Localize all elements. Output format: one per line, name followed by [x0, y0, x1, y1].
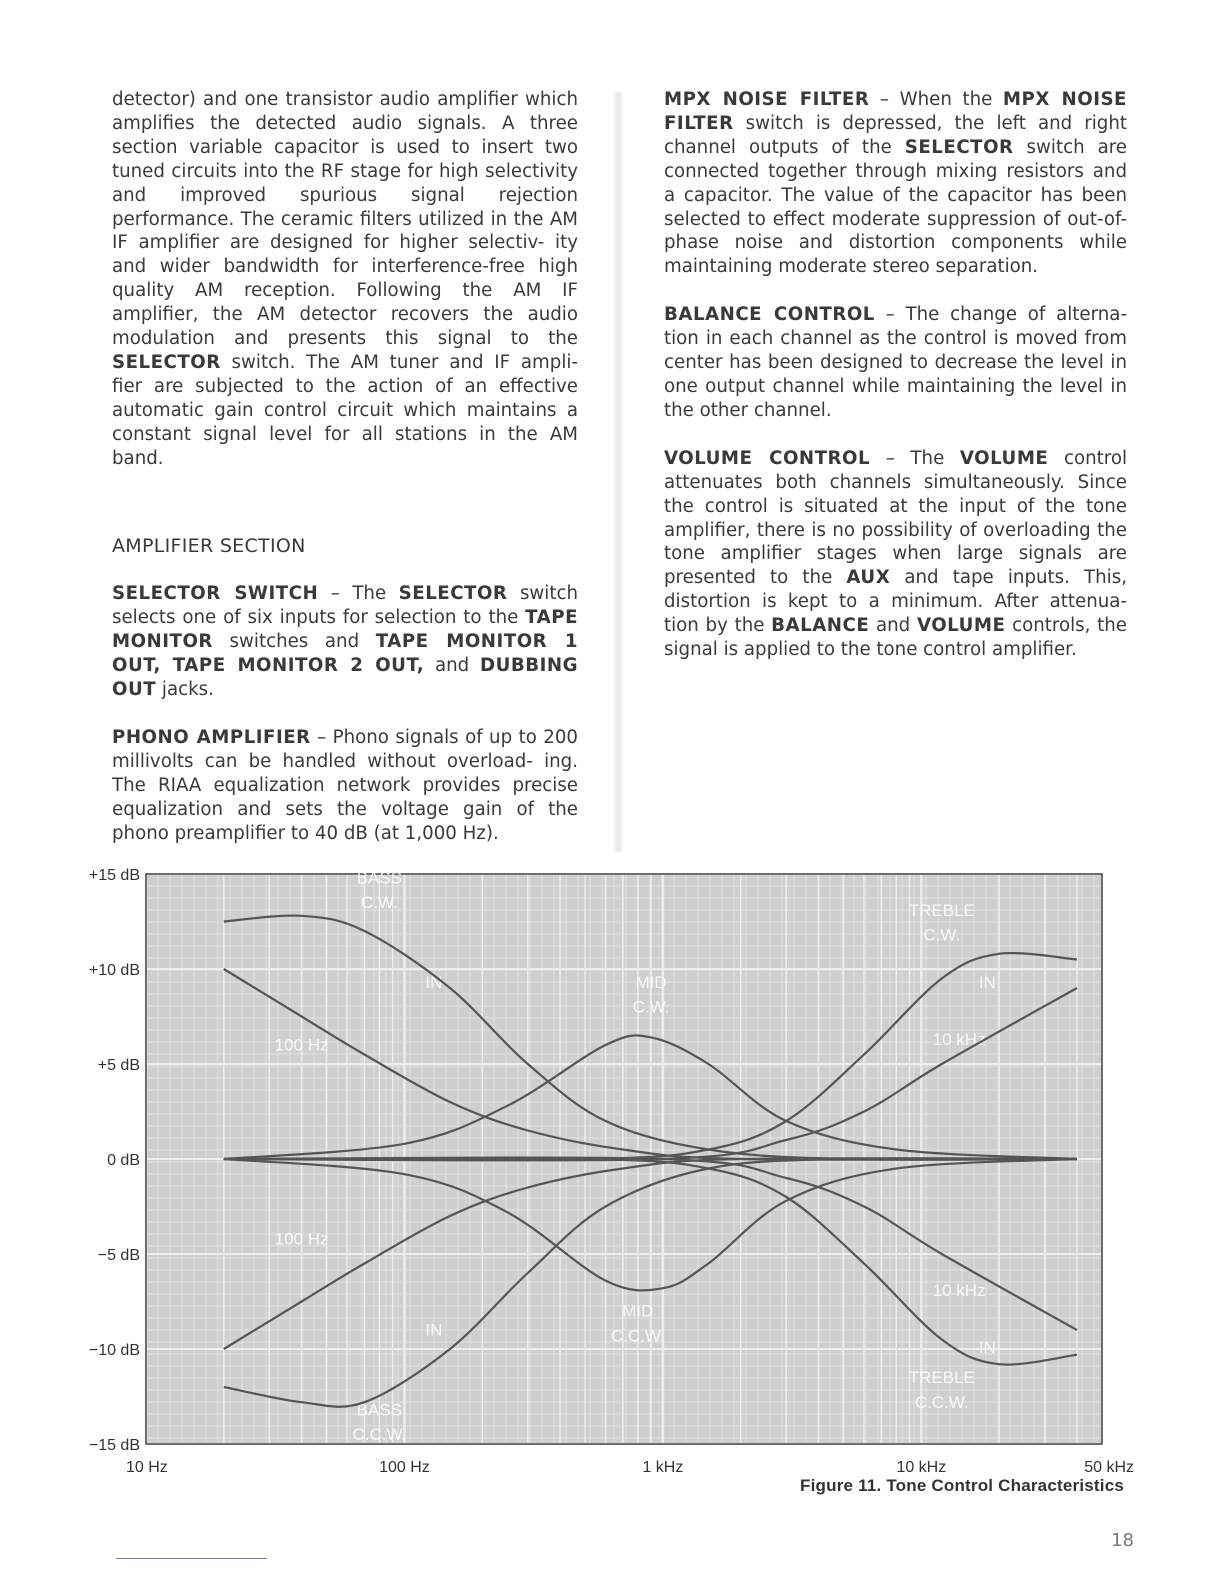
right-text-column: [664, 88, 1127, 686]
curve-label: MID: [622, 1301, 654, 1321]
curve-label: MID: [635, 973, 667, 992]
curve-label: BASS: [356, 868, 403, 888]
y-tick-label: −15 dB: [88, 1437, 140, 1454]
curve-label: C.C.W.: [914, 1392, 969, 1412]
footer-rule: [116, 1558, 267, 1559]
tone-control-chart: [0, 862, 1224, 1502]
curve-label: TREBLE: [908, 1368, 975, 1388]
tone-chart-svg: [0, 862, 1224, 1502]
y-tick-label: +5 dB: [97, 1057, 140, 1074]
curve-label: 10 kHz: [932, 1030, 986, 1049]
selector-term: SELECTOR: [112, 351, 221, 373]
page-number: 18: [1111, 1530, 1134, 1551]
y-tick-label: −5 dB: [97, 1247, 140, 1264]
section-heading: AMPLIFIER SECTION: [112, 534, 306, 557]
curve-label: BASS: [356, 1400, 403, 1420]
curve-label: 100 Hz: [274, 1229, 329, 1249]
x-tick-label: 10 Hz: [126, 1459, 168, 1476]
y-tick-label: +10 dB: [88, 962, 140, 979]
curve-label: IN: [425, 1320, 443, 1340]
curve-label: TREBLE: [908, 900, 975, 920]
y-tick-label: −10 dB: [88, 1342, 140, 1359]
paragraph-am-section: detector) and one transistor audio amplifier which amplifies the detected audio signals. A three section variable capacitor is used to insert two tuned circuits into the RF stage for high selectivity and improved spurious signal rejection performance. The ceramic filters utilized in the AM IF amplifier are designed for higher selectiv- ity and wider bandwidth for interference-free high quality AM reception. Following the AM IF amplifier, the AM detector recovers the audio modulation and presents this signal to the SELECTOR switch. The AM tuner and IF ampli- fier are subjected to the action of an effective automatic gain control circuit which maintains a constant signal level for all stations in the AM band.: [112, 89, 578, 469]
curve-label: C.W.: [632, 997, 670, 1017]
column-divider: [612, 92, 624, 852]
x-tick-label: 50 kHz: [1084, 1459, 1134, 1476]
x-tick-label: 10 kHz: [896, 1459, 947, 1476]
curve-label: IN: [978, 973, 996, 992]
paragraph-selector-switch: SELECTOR SWITCH – The SELECTOR switch selects one of six inputs for selection to the TAPE MONITOR switches and TAPE MONITOR 1 OUT, TAPE MONITOR 2 OUT, and DUBBING OUT jacks.: [112, 583, 579, 701]
y-tick-label: +15 dB: [88, 867, 140, 884]
left-text-column: [112, 88, 578, 869]
x-tick-label: 100 Hz: [379, 1459, 430, 1476]
y-tick-label: 0 dB: [107, 1152, 140, 1169]
paragraph-phono-amplifier: PHONO AMPLIFIER – Phono signals of up to 200 millivolts can be handled without overload- ing. The RIAA equalization network provides precise equalization and sets the voltage gain of the phono preamplifier to 40 dB (at 1,000 Hz).: [112, 726, 578, 844]
x-tick-label: 1 kHz: [642, 1459, 684, 1476]
curve-label: C.W.: [923, 925, 961, 945]
curve-label: IN: [978, 1337, 996, 1357]
paragraph-balance-control: BALANCE CONTROL – The change of alterna- tion in each channel as the control is moved from center has been designed to decrease the level in one output channel while maintaining the level in the other channel.: [664, 304, 1128, 421]
curve-label: 100 Hz: [274, 1035, 329, 1055]
figure-caption: Figure 11. Tone Control Characteristics: [800, 1476, 1124, 1495]
paragraph-volume-control: VOLUME CONTROL – The VOLUME control attenuates both channels simultaneously. Since the control is situated at the input of the tone amplifier, there is no possibility of overloading the tone amplifier stages when large signals are presented to the AUX and tape inputs. This, distortion is kept to a minimum. After attenua- tion by the BALANCE and VOLUME controls, the signal is applied to the tone control amplifier.: [664, 447, 1128, 661]
curve-label: C.C.W.: [352, 1425, 407, 1445]
curve-label: C.W.: [360, 893, 398, 913]
curve-label: C.C.W.: [610, 1326, 665, 1346]
paragraph-mpx-noise-filter: MPX NOISE FILTER – When the MPX NOISE FILTER switch is depressed, the left and right channel outputs of the SELECTOR switch are connected together through mixing resistors and a capacitor. The value of the capacitor has been selected to effect moderate suppression of out-of- phase noise and distortion components while maintaining moderate stereo separation.: [664, 89, 1127, 278]
curve-label: 10 kHz: [932, 1280, 986, 1300]
curve-label: IN: [425, 973, 443, 992]
